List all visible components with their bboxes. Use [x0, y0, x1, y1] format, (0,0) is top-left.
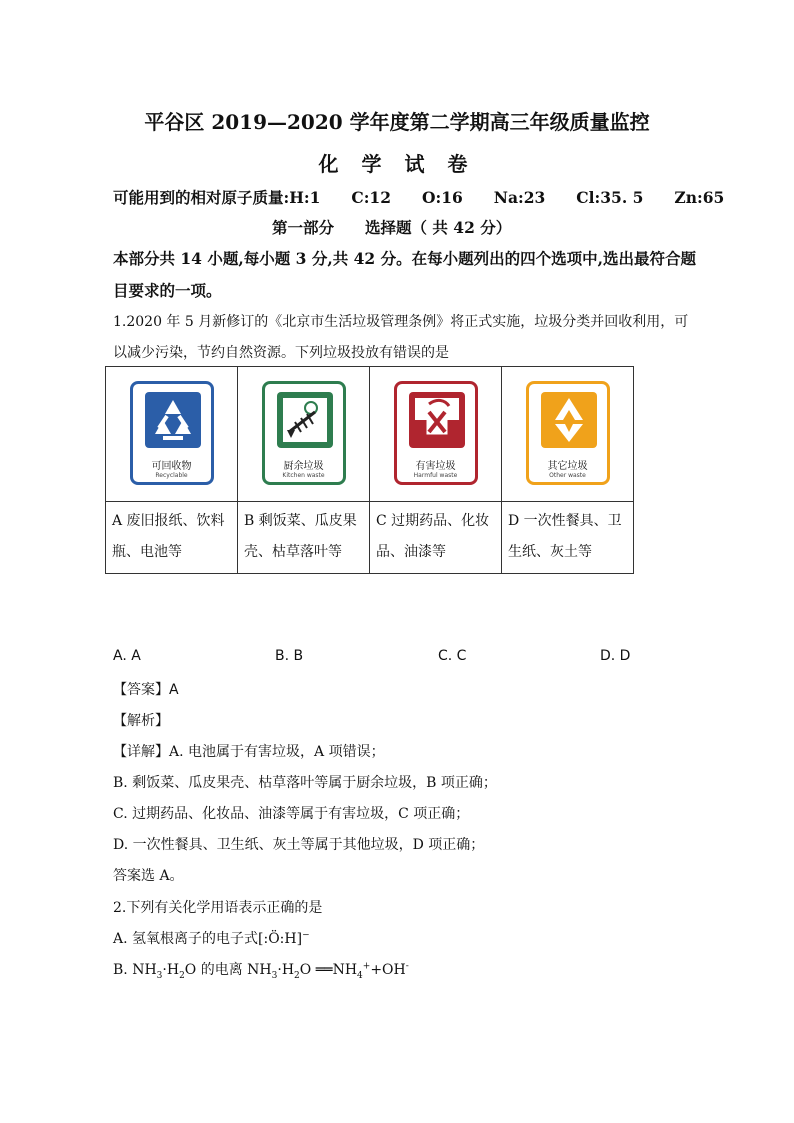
q2b-sup: - [405, 961, 409, 972]
q1-analysis: 【解析】 [113, 713, 169, 729]
bin-cell-other [502, 367, 634, 502]
q1-detail-4: D. 一次性餐具、卫生纸、灰土等属于其他垃圾，D 项正确； [113, 837, 485, 853]
exam-subtitle: 化 学 试 卷 [318, 152, 476, 176]
q2-option-a-text: A. 氢氧根离子的电子式 [113, 931, 259, 947]
option-d: D. D [600, 648, 631, 664]
hydroxide-formula: [:Ö:H] [258, 931, 303, 947]
cell-b: B 剩饭菜、瓜皮果壳、枯草落叶等 [238, 502, 370, 574]
bin-cell-harmful [370, 367, 502, 502]
waste-bin-table [105, 366, 634, 574]
bin-cell-kitchen [238, 367, 370, 502]
other-sign [526, 381, 610, 485]
q1-detail-2: B. 剩饭菜、瓜皮果壳、枯草落叶等属于厨余垃圾，B 项正确； [113, 775, 497, 791]
cell-c: C 过期药品、化妆品、油漆等 [370, 502, 502, 574]
section-instruction-2: 目要求的一项。 [113, 281, 222, 300]
q2b-sup: + [362, 961, 371, 972]
section-title: 第一部分 选择题（ 共 42 分） [272, 218, 512, 237]
q2b-sub: 3 [271, 970, 278, 981]
recyclable-sub: Recyclable [155, 472, 188, 479]
q2-option-a [113, 928, 310, 948]
option-b: B. B [275, 648, 304, 664]
section-instruction-1: 本部分共 14 小题,每小题 3 分,共 42 分。在每小题列出的四个选项中,选出最符合题 [113, 249, 696, 268]
q1-answer: 【答案】A [113, 682, 179, 698]
q2b-part: ·H [277, 962, 295, 978]
harmful-sign [394, 381, 478, 485]
atomic-masses: 可能用到的相对原子质量:H:1 C:12 O:16 Na:23 Cl:35. 5 Zn:65 [113, 188, 725, 207]
cell-a: A 废旧报纸、饮料瓶、电池等 [106, 502, 238, 574]
q2-option-b [113, 959, 409, 981]
q1-stem-line1: 1.2020 年 5 月新修订的《北京市生活垃圾管理条例》将正式实施，垃圾分类并回收利用，可 [113, 314, 689, 330]
q2b-part: O ══NH [299, 962, 358, 978]
option-c: C. C [438, 648, 467, 664]
q2b-sub: 2 [294, 970, 300, 981]
q2-stem: 2.下列有关化学用语表示正确的是 [113, 900, 323, 916]
fish-bone-icon [277, 392, 333, 448]
cell-d: D 一次性餐具、卫生纸、灰土等 [502, 502, 634, 574]
q1-detail-5: 答案选 A。 [113, 868, 184, 884]
q2b-sub: 4 [357, 970, 363, 981]
q1-stem-line2: 以减少污染，节约自然资源。下列垃圾投放有错误的是 [113, 345, 449, 361]
q1-detail-3: C. 过期药品、化妆品、油漆等属于有害垃圾，C 项正确； [113, 806, 470, 822]
option-a: A. A [113, 648, 141, 664]
q2b-part: +OH [370, 962, 406, 978]
q1-detail-1: 【详解】A. 电池属于有害垃圾，A 项错误； [113, 744, 385, 760]
other-label: 其它垃圾 [547, 461, 588, 472]
kitchen-sign [262, 381, 346, 485]
other-waste-icon [541, 392, 597, 448]
recyclable-label: 可回收物 [151, 461, 192, 472]
kitchen-sub: Kitchen waste [282, 472, 325, 479]
bin-cell-recyclable [106, 367, 238, 502]
q2b-sub: 2 [179, 970, 185, 981]
q2b-part: B. NH [113, 962, 157, 978]
kitchen-label: 厨余垃圾 [283, 461, 324, 472]
harmful-sub: Harmful waste [413, 472, 458, 479]
harmful-label: 有害垃圾 [415, 461, 456, 472]
other-sub: Other waste [549, 472, 586, 479]
q2b-part: O 的电离 NH [184, 962, 272, 978]
recycle-icon [145, 392, 201, 448]
hydroxide-charge: − [302, 930, 310, 941]
recyclable-sign [130, 381, 214, 485]
q2b-sub: 3 [156, 970, 163, 981]
harmful-icon [409, 392, 465, 448]
q2b-part: ·H [162, 962, 180, 978]
exam-title: 平谷区 2019—2020 学年度第二学期高三年级质量监控 [144, 110, 650, 134]
